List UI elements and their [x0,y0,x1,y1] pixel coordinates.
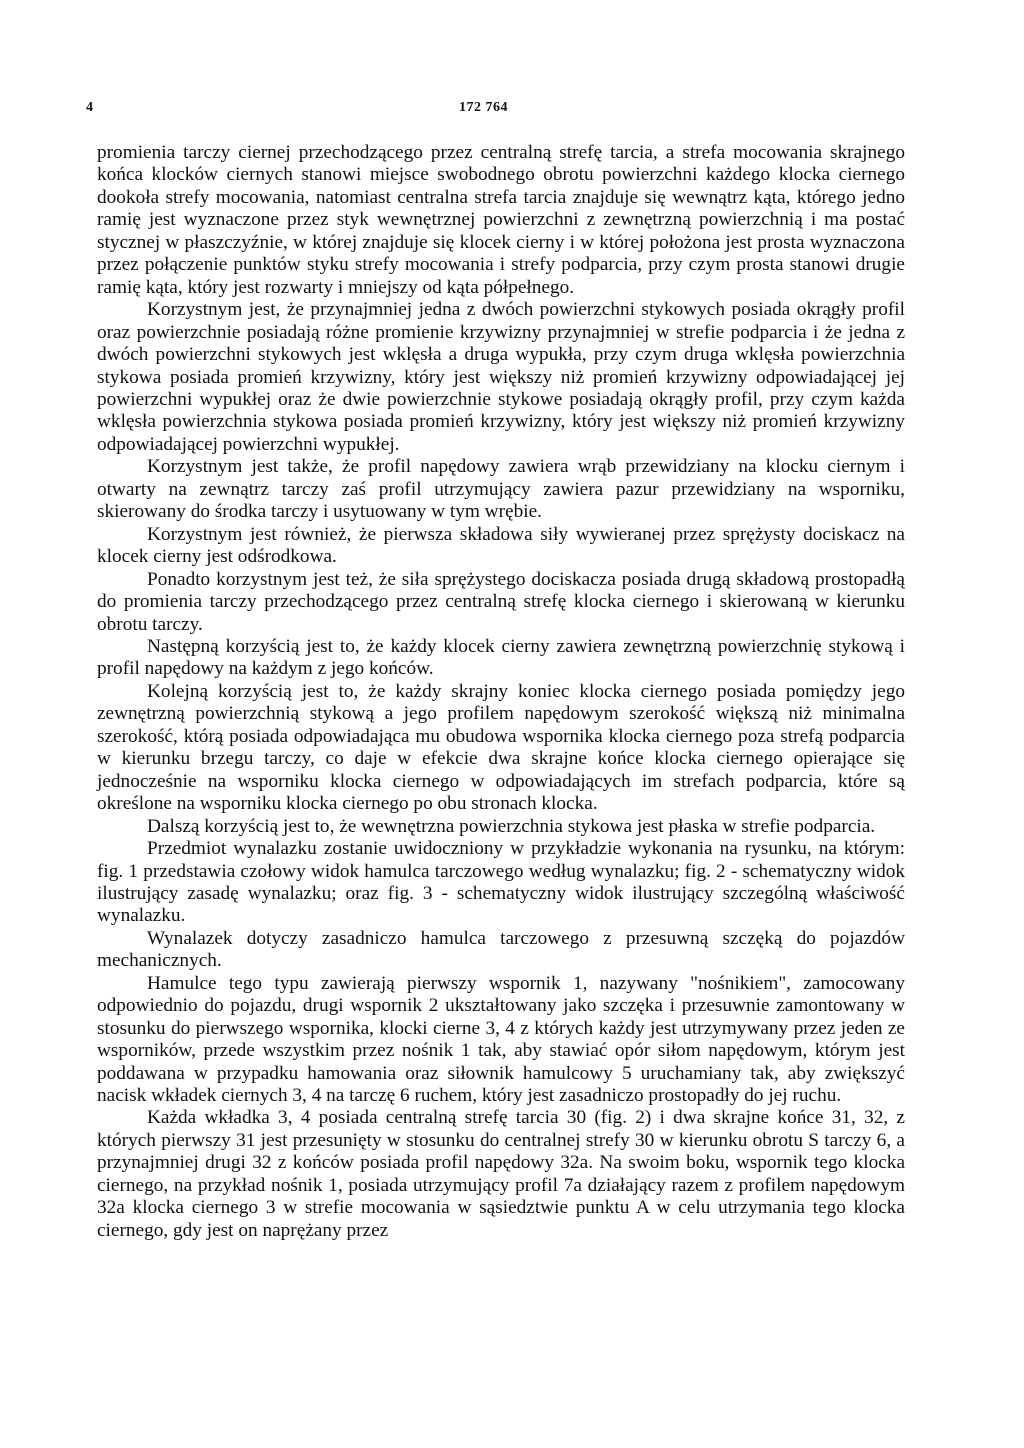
paragraph: Ponadto korzystnym jest też, że siła sprężystego dociskacza posiada drugą składową prostopadłą do promienia tarczy przechodzącego przez centralną strefę klocka ciernego i skierowaną w kierunku obrotu tarczy. [97,568,905,635]
paragraph: Korzystnym jest również, że pierwsza składowa siły wywieranej przez sprężysty dociskacz na klocek cierny jest odśrodkowa. [97,523,905,568]
paragraph: Korzystnym jest, że przynajmniej jedna z dwóch powierzchni stykowych posiada okrągły profil oraz powierzchnie posiadają różne promienie krzywizny przynajmniej w strefie podparcia i że jedna z dwóch powierzchni stykowych jest wklęsła a druga wypukła, przy czym druga wklęsła powierzchnia stykowa posiada promień krzywizny, który jest większy niż promień krzywizny odpowiadającej jej powierzchni wypukłej oraz że dwie powierzchnie stykowe posiadają okrągły profil, przy czym każda wklęsła powierzchnia stykowa posiada promień krzywizny, który jest większy niż promień krzywizny odpowiadającej powierzchni wypukłej. [97,299,905,455]
paragraph: Kolejną korzyścią jest to, że każdy skrajny koniec klocka ciernego posiada pomiędzy jego zewnętrzną powierzchnią stykową a jego profilem napędowym szerokość większą niż minimalna szerokość, którą posiada odpowiadająca mu obudowa wspornika klocka ciernego poza strefą podparcia w kierunku brzegu tarczy, co daje w efekcie dwa skrajne końce klocka ciernego opierające się jednocześnie na wsporniku klocka ciernego w odpowiadających im strefach podparcia, które są określone na wsporniku klocka ciernego po obu stronach klocka. [97,680,905,815]
paragraph: Wynalazek dotyczy zasadniczo hamulca tarczowego z przesuwną szczęką do pojazdów mechanicznych. [97,927,905,972]
body-text [97,142,905,1242]
paragraph: Następną korzyścią jest to, że każdy klocek cierny zawiera zewnętrzną powierzchnię stykową i profil napędowy na każdym z jego końców. [97,635,905,680]
paragraph: Przedmiot wynalazku zostanie uwidoczniony w przykładzie wykonania na rysunku, na którym: fig. 1 przedstawia czołowy widok hamulca tarczowego według wynalazku; fig. 2 - schematyczny widok ilustrujący zasadę wynalazku; oraz fig. 3 - schematyczny widok ilustrujący szczególną właściwość wynalazku. [97,838,905,927]
page-number: 4 [86,100,93,115]
paragraph: promienia tarczy ciernej przechodzącego przez centralną strefę tarcia, a strefa mocowania skrajnego końca klocków ciernych stanowi miejsce swobodnego obrotu powierzchni każdego klocka ciernego dookoła strefy mocowania, natomiast centralna strefa tarcia znajduje się wewnątrz kąta, którego jedno ramię jest wyznaczone przez styk wewnętrznej powierzchni z zewnętrzną powierzchnią i ma postać stycznej w płaszczyźnie, w której znajduje się klocek cierny i w której położona jest prosta wyznaczona przez połączenie punktów styku strefy mocowania i strefy podparcia, przy czym prosta stanowi drugie ramię kąta, który jest rozwarty i mniejszy od kąta półpełnego. [97,142,905,298]
paragraph: Dalszą korzyścią jest to, że wewnętrzna powierzchnia stykowa jest płaska w strefie podparcia. [147,815,876,837]
paragraph: Każda wkładka 3, 4 posiada centralną strefę tarcia 30 (fig. 2) i dwa skrajne końce 31, 32, z których pierwszy 31 jest przesunięty w stosunku do centralnej strefy 30 w kierunku obrotu S tarczy 6, a przynajmniej drugi 32 z końców posiada profil napędowy 32a. Na swoim boku, wspornik tego klocka ciernego, na przykład nośnik 1, posiada utrzymujący profil 7a działający razem z profilem napędowym 32a klocka ciernego 3 w strefie mocowania w sąsiedztwie punktu A w celu utrzymania tego klocka ciernego, gdy jest on naprężany przez [97,1107,905,1241]
patent-number: 172 764 [459,100,508,115]
paragraph: Korzystnym jest także, że profil napędowy zawiera wrąb przewidziany na klocku ciernym i otwarty na zewnątrz tarczy zaś profil utrzymujący zawiera pazur przewidziany na wsporniku, skierowany do środka tarczy i usytuowany w tym wrębie. [97,456,905,523]
paragraph: Hamulce tego typu zawierają pierwszy wspornik 1, nazywany "nośnikiem", zamocowany odpowiednio do pojazdu, drugi wspornik 2 ukształtowany jako szczęka i przesuwnie zamontowany w stosunku do pierwszego wspornika, klocki cierne 3, 4 z których każdy jest utrzymywany przez jeden ze wsporników, przede wszystkim przez nośnik 1 tak, aby stawiać opór siłom napędowym, którym jest poddawana w przypadku hamowania oraz siłownik hamulcowy 5 uruchamiany tak, aby zwiększyć nacisk wkładek ciernych 3, 4 na tarczę 6 ruchem, który jest zasadniczo prostopadły do jej ruchu. [97,972,905,1107]
